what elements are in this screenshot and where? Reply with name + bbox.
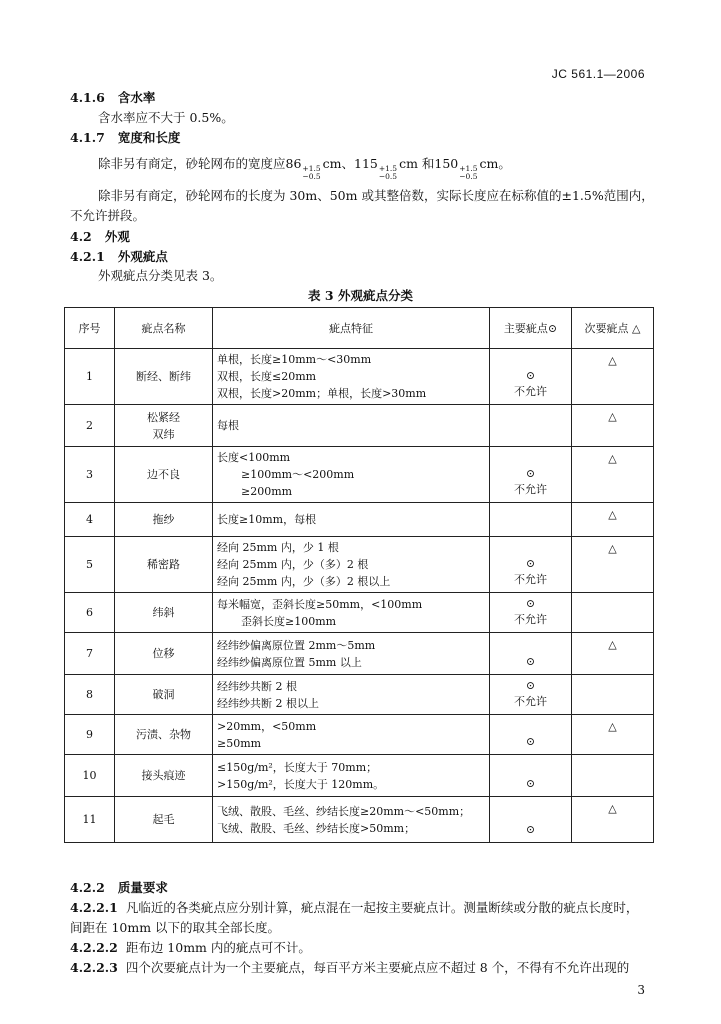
defect-features [213, 503, 490, 537]
appearance-ref-text: 外观疵点分类见表 3。 [98, 268, 223, 283]
feature-line: ≥50mm [217, 736, 262, 750]
major-mark-icon: ⊙ [525, 679, 536, 692]
major-defect-cell [490, 675, 572, 715]
section-number: 4.1.7 [70, 130, 105, 145]
defect-name: 稀密路 [115, 537, 213, 593]
para-4-2-2-1-line2: 间距在 10mm 以下的取其全部长度。 [70, 920, 281, 935]
feature-line: 每根 [217, 419, 239, 432]
minor-defect-cell [572, 633, 654, 675]
minor-mark-icon: △ [608, 452, 617, 465]
row-number: 2 [65, 405, 115, 447]
feature-line: 经纬纱共断 2 根 [217, 679, 297, 693]
feature-line: 经纬纱偏离原位置 5mm 以上 [217, 655, 362, 669]
header-no: 序号 [65, 308, 115, 349]
major-mark-icon: ⊙ [525, 597, 536, 610]
feature-line: ≤150g/m²，长度大于 70mm； [217, 760, 378, 774]
defect-name: 破洞 [115, 675, 213, 715]
feature-line: 双根，长度≤20mm [217, 370, 317, 383]
header-name: 疵点名称 [115, 308, 213, 349]
table-row [65, 633, 654, 675]
feature-line: >20mm，<50mm [217, 719, 317, 733]
major-mark-icon: ⊙ [525, 777, 536, 790]
section-title: 宽度和长度 [117, 130, 181, 145]
header-major: 主要疵点⊙ [490, 308, 572, 349]
not-allowed-label: 不允许 [514, 385, 547, 398]
width-text: 除非另有商定，砂轮网布的宽度应86 +1.5 −0.5 cm、115 +1.5 −0.5 cm 和150 +1.5 −0.5 cm。 [98, 156, 511, 181]
table-header-row [65, 308, 654, 349]
minor-mark-icon: △ [608, 508, 617, 521]
defect-features [213, 593, 490, 633]
row-number: 10 [65, 755, 115, 797]
not-allowed-label: 不允许 [514, 695, 547, 708]
major-defect-cell [490, 349, 572, 405]
defect-name: 断经、断纬 [115, 349, 213, 405]
defect-name: 位移 [115, 633, 213, 675]
not-allowed-label: 不允许 [514, 483, 547, 496]
major-defect-cell [490, 633, 572, 675]
major-defect-cell [490, 715, 572, 755]
table-row [65, 593, 654, 633]
minor-defect-cell [572, 715, 654, 755]
minor-defect-cell [572, 797, 654, 843]
feature-line: 歪斜长度≥100mm [241, 614, 337, 628]
row-number: 5 [65, 537, 115, 593]
tolerance: +1.5 −0.5 [378, 164, 398, 181]
length-text-line1: 除非另有商定，砂轮网布的长度为 30m、50m 或其整倍数，实际长度应在标称值的±1.5%范围内， [98, 188, 654, 203]
para-number: 4.2.2.1 [70, 900, 118, 915]
major-mark-icon: ⊙ [525, 467, 536, 480]
defect-features [213, 755, 490, 797]
minor-defect-cell [572, 447, 654, 503]
page-number: 3 [637, 983, 645, 997]
major-mark-icon: ⊙ [525, 655, 536, 668]
feature-line: 飞绒、散股、毛丝、纱结长度≥20mm～<50mm； [217, 804, 471, 818]
minor-defect-cell [572, 593, 654, 633]
row-number: 9 [65, 715, 115, 755]
para-4-2-2-2: 4.2.2.2 距布边 10mm 内的疵点可不计。 [70, 940, 311, 955]
defect-features [213, 715, 490, 755]
major-defect-cell [490, 593, 572, 633]
not-allowed-label: 不允许 [514, 613, 547, 626]
moisture-text: 含水率应不大于 0.5%。 [98, 110, 234, 125]
row-number: 1 [65, 349, 115, 405]
minor-defect-cell [572, 503, 654, 537]
major-mark-icon: ⊙ [525, 557, 536, 570]
para-number: 4.2.2.2 [70, 940, 118, 955]
major-defect-cell [490, 537, 572, 593]
defect-features [213, 633, 490, 675]
minor-defect-cell [572, 349, 654, 405]
minor-mark-icon: △ [608, 802, 617, 815]
table-row [65, 503, 654, 537]
table-row [65, 537, 654, 593]
row-number: 6 [65, 593, 115, 633]
feature-line: 飞绒、散股、毛丝、纱结长度>50mm； [217, 821, 416, 835]
defect-name: 污渍、杂物 [115, 715, 213, 755]
table-row [65, 405, 654, 447]
defect-name: 纬斜 [115, 593, 213, 633]
major-defect-cell [490, 755, 572, 797]
feature-line: 经向 25mm 内，少（多）2 根 [217, 558, 369, 571]
section-title: 质量要求 [117, 880, 168, 895]
section-title: 外观疵点 [117, 249, 168, 264]
document-code: JC 561.1—2006 [551, 67, 645, 81]
defect-features [213, 797, 490, 843]
row-number: 7 [65, 633, 115, 675]
defect-features [213, 447, 490, 503]
para-4-2-2-3: 4.2.2.3 四个次要疵点计为一个主要疵点，每百平方米主要疵点应不超过 8 个，不得有不允许出现的 [70, 960, 630, 975]
table-row [65, 447, 654, 503]
feature-line: 经纬纱共断 2 根以上 [217, 696, 319, 710]
feature-line: ≥100mm～<200mm [241, 468, 355, 481]
defect-features [213, 675, 490, 715]
section-4-2-2-heading [70, 878, 168, 896]
row-number: 8 [65, 675, 115, 715]
major-mark-icon: ⊙ [525, 735, 536, 748]
row-number: 4 [65, 503, 115, 537]
section-number: 4.2.1 [70, 249, 105, 264]
header-feature: 疵点特征 [213, 308, 490, 349]
feature-line: 单根，长度≥10mm～<30mm [217, 353, 372, 366]
feature-line: 长度<100mm [217, 451, 291, 464]
row-number: 11 [65, 797, 115, 843]
table-caption: 表 3 外观疵点分类 [308, 288, 413, 303]
major-mark-icon: ⊙ [525, 823, 536, 836]
defect-features [213, 349, 490, 405]
minor-defect-cell [572, 675, 654, 715]
minor-defect-cell [572, 405, 654, 447]
table-row [65, 675, 654, 715]
section-4-2-1-heading [70, 247, 168, 265]
defect-name: 拖纱 [115, 503, 213, 537]
section-number: 4.2 [70, 229, 92, 244]
header-minor: 次要疵点 △ [572, 308, 654, 349]
section-number: 4.2.2 [70, 880, 105, 895]
defect-name: 接头痕迹 [115, 755, 213, 797]
tolerance: +1.5 −0.5 [302, 164, 321, 181]
section-4-1-7-heading [70, 128, 180, 146]
row-number: 3 [65, 447, 115, 503]
table-row [65, 349, 654, 405]
major-defect-cell [490, 797, 572, 843]
tolerance: +1.5 −0.5 [459, 164, 478, 181]
not-allowed-label: 不允许 [514, 573, 547, 586]
table-row [65, 755, 654, 797]
section-4-1-6-heading [70, 88, 155, 106]
appearance-defect-table [64, 307, 654, 843]
minor-mark-icon: △ [608, 638, 617, 651]
feature-line: 长度≥10mm，每根 [217, 513, 317, 526]
para-number: 4.2.2.3 [70, 960, 118, 975]
feature-line: 经向 25mm 内，少 1 根 [217, 541, 339, 554]
length-text-line2: 不允许拼段。 [70, 208, 146, 223]
section-title: 含水率 [117, 90, 156, 105]
major-mark-icon: ⊙ [525, 369, 536, 382]
para-4-2-2-1-line1: 4.2.2.1 凡临近的各类疵点应分别计算，疵点混在一起按主要疵点计。测量断续或分散的疵点长度时， [70, 900, 639, 915]
feature-line: 经纬纱偏离原位置 2mm～5mm [217, 638, 376, 652]
table-row [65, 715, 654, 755]
feature-line: ≥200mm [241, 485, 293, 498]
defect-features [213, 405, 490, 447]
major-defect-cell [490, 503, 572, 537]
minor-defect-cell [572, 537, 654, 593]
table-row [65, 797, 654, 843]
defect-features [213, 537, 490, 593]
minor-defect-cell [572, 755, 654, 797]
feature-line: 经向 25mm 内，少（多）2 根以上 [217, 575, 391, 588]
minor-mark-icon: △ [608, 542, 617, 555]
minor-mark-icon: △ [608, 410, 617, 423]
section-number: 4.1.6 [70, 90, 105, 105]
major-defect-cell [490, 405, 572, 447]
section-title: 外观 [104, 229, 130, 244]
minor-mark-icon: △ [608, 720, 617, 733]
defect-name: 松紧经 双纬 [115, 405, 213, 447]
major-defect-cell [490, 447, 572, 503]
feature-line: 每米幅宽，歪斜长度≥50mm，<100mm [217, 597, 423, 611]
section-4-2-heading [70, 227, 130, 245]
defect-name: 起毛 [115, 797, 213, 843]
minor-mark-icon: △ [608, 354, 617, 367]
feature-line: 双根，长度>20mm；单根，长度>30mm [217, 387, 427, 400]
defect-name: 边不良 [115, 447, 213, 503]
feature-line: >150g/m²，长度大于 120mm。 [217, 777, 385, 791]
